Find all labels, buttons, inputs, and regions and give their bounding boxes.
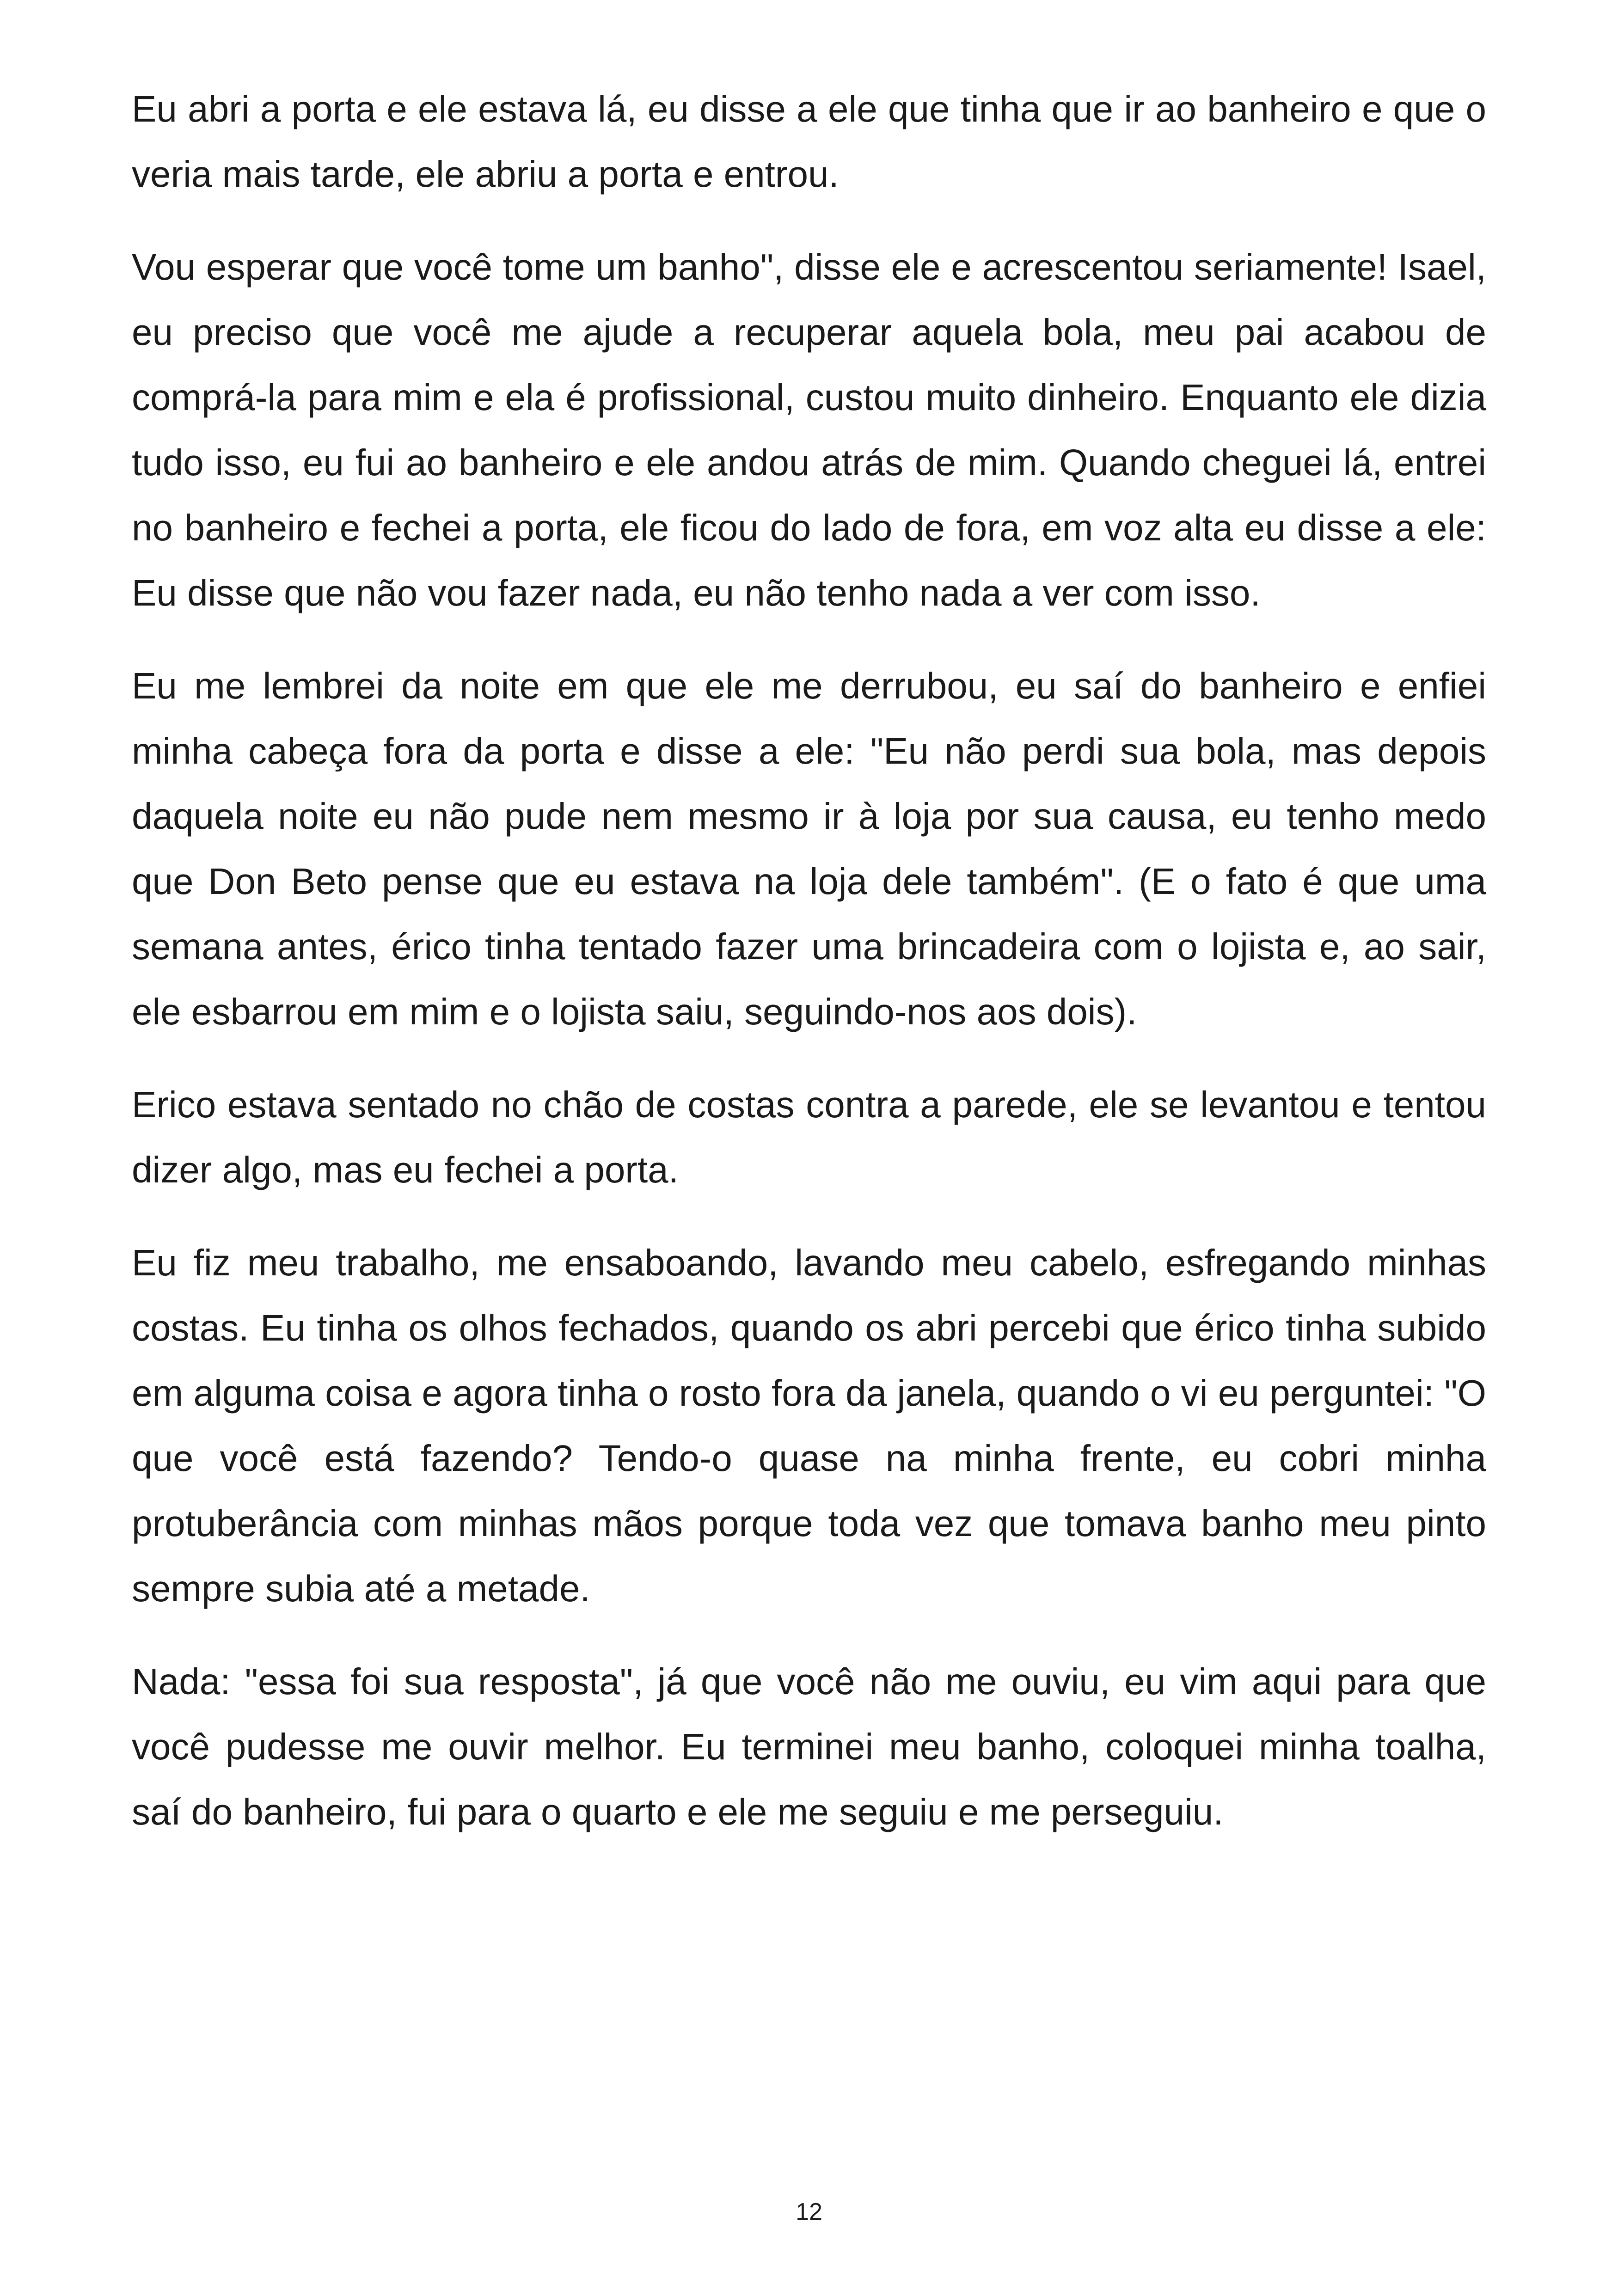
paragraph-4: Erico estava sentado no chão de costas contra a parede, ele se levantou e tentou dizer algo, mas eu fechei a porta. [132,1084,1486,1190]
page-number: 12 [796,2198,822,2225]
paragraph-3: Eu me lembrei da noite em que ele me derrubou, eu saí do banheiro e enfiei minha cabeça fora da porta e disse a ele: "Eu não perdi sua bola, mas depois daquela noite eu não pude nem mesmo ir à loja por sua causa, eu tenho medo que Don Beto pense que eu estava na loja dele também". (E o fato é que uma semana antes, érico tinha tentado fazer uma brincadeira com o lojista e, ao sair, ele esbarrou em mim e o lojista saiu, seguindo-nos aos dois). [132,665,1486,1032]
paragraph-2: Vou esperar que você tome um banho", disse ele e acrescentou seriamente! Isael, eu preciso que você me ajude a recuperar aquela bola, meu pai acabou de comprá-la para mim e ela é profissional, custou muito dinheiro. Enquanto ele dizia tudo isso, eu fui ao banheiro e ele andou atrás de mim. Quando cheguei lá, entrei no banheiro e fechei a porta, ele ficou do lado de fora, em voz alta eu disse a ele: Eu disse que não vou fazer nada, eu não tenho nada a ver com isso. [132,246,1486,613]
body-text [132,76,1486,1872]
paragraph-6: Nada: "essa foi sua resposta", já que você não me ouviu, eu vim aqui para que você pudesse me ouvir melhor. Eu terminei meu banho, coloquei minha toalha, saí do banheiro, fui para o quarto e ele me seguiu e me perseguiu. [132,1661,1486,1832]
paragraph-5: Eu fiz meu trabalho, me ensaboando, lavando meu cabelo, esfregando minhas costas. Eu tinha os olhos fechados, quando os abri percebi que érico tinha subido em alguma coisa e agora tinha o rosto fora da janela, quando o vi eu perguntei: "O que você está fazendo? Tendo-o quase na minha frente, eu cobri minha protuberância com minhas mãos porque toda vez que tomava banho meu pinto sempre subia até a metade. [132,1242,1486,1609]
paragraph-1: Eu abri a porta e ele estava lá, eu disse a ele que tinha que ir ao banheiro e que o veria mais tarde, ele abriu a porta e entrou. [132,88,1486,195]
